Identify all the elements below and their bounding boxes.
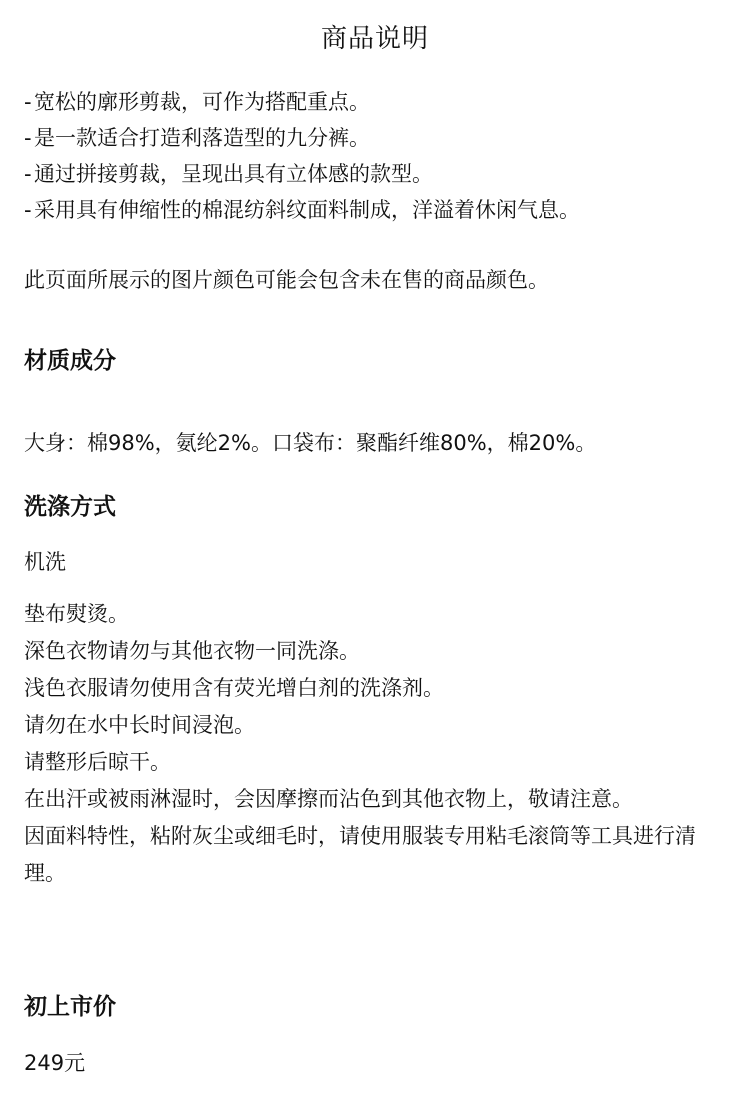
bullet-dash: -: [24, 90, 32, 114]
bullet-dash: -: [24, 162, 32, 186]
feature-text: 宽松的廓形剪裁，可作为搭配重点。: [34, 90, 370, 114]
page-title: 商品说明: [320, 24, 429, 54]
feature-text: 通过拼接剪裁，呈现出具有立体感的款型。: [34, 162, 433, 186]
feature-item: [24, 192, 734, 228]
care-instruction: 深色衣物请勿与其他衣物一同洗涤。: [24, 639, 360, 663]
feature-text: 是一款适合打造利落造型的九分裤。: [34, 126, 370, 150]
feature-text: 采用具有伸缩性的棉混纺斜纹面料制成，洋溢着休闲气息。: [34, 198, 580, 222]
care-instruction: 垫布熨烫。: [24, 602, 129, 626]
care-heading: 洗涤方式: [24, 494, 116, 520]
care-instruction: 请整形后晾干。: [24, 750, 171, 774]
feature-item: [24, 120, 734, 156]
material-heading: 材质成分: [24, 348, 116, 374]
care-instructions: [24, 596, 728, 892]
bullet-dash: -: [24, 198, 32, 222]
feature-item: [24, 84, 734, 120]
material-text: 大身：棉98%，氨纶2%。口袋布：聚酯纤维80%，棉20%。: [24, 431, 597, 455]
care-method: 机洗: [24, 550, 66, 574]
bullet-dash: -: [24, 126, 32, 150]
feature-item: [24, 156, 734, 192]
price-heading: 初上市价: [24, 994, 116, 1020]
care-instruction: 浅色衣服请勿使用含有荧光增白剂的洗涤剂。: [24, 676, 444, 700]
color-disclaimer: 此页面所展示的图片颜色可能会包含未在售的商品颜色。: [24, 268, 549, 292]
care-instruction: 请勿在水中长时间浸泡。: [24, 713, 255, 737]
care-instruction: 因面料特性，粘附灰尘或细毛时，请使用服装专用粘毛滚筒等工具进行清理。: [24, 824, 696, 885]
price-value: 249元: [24, 1051, 86, 1075]
feature-list: [24, 84, 734, 228]
care-instruction: 在出汗或被雨淋湿时，会因摩擦而沾色到其他衣物上，敬请注意。: [24, 787, 633, 811]
